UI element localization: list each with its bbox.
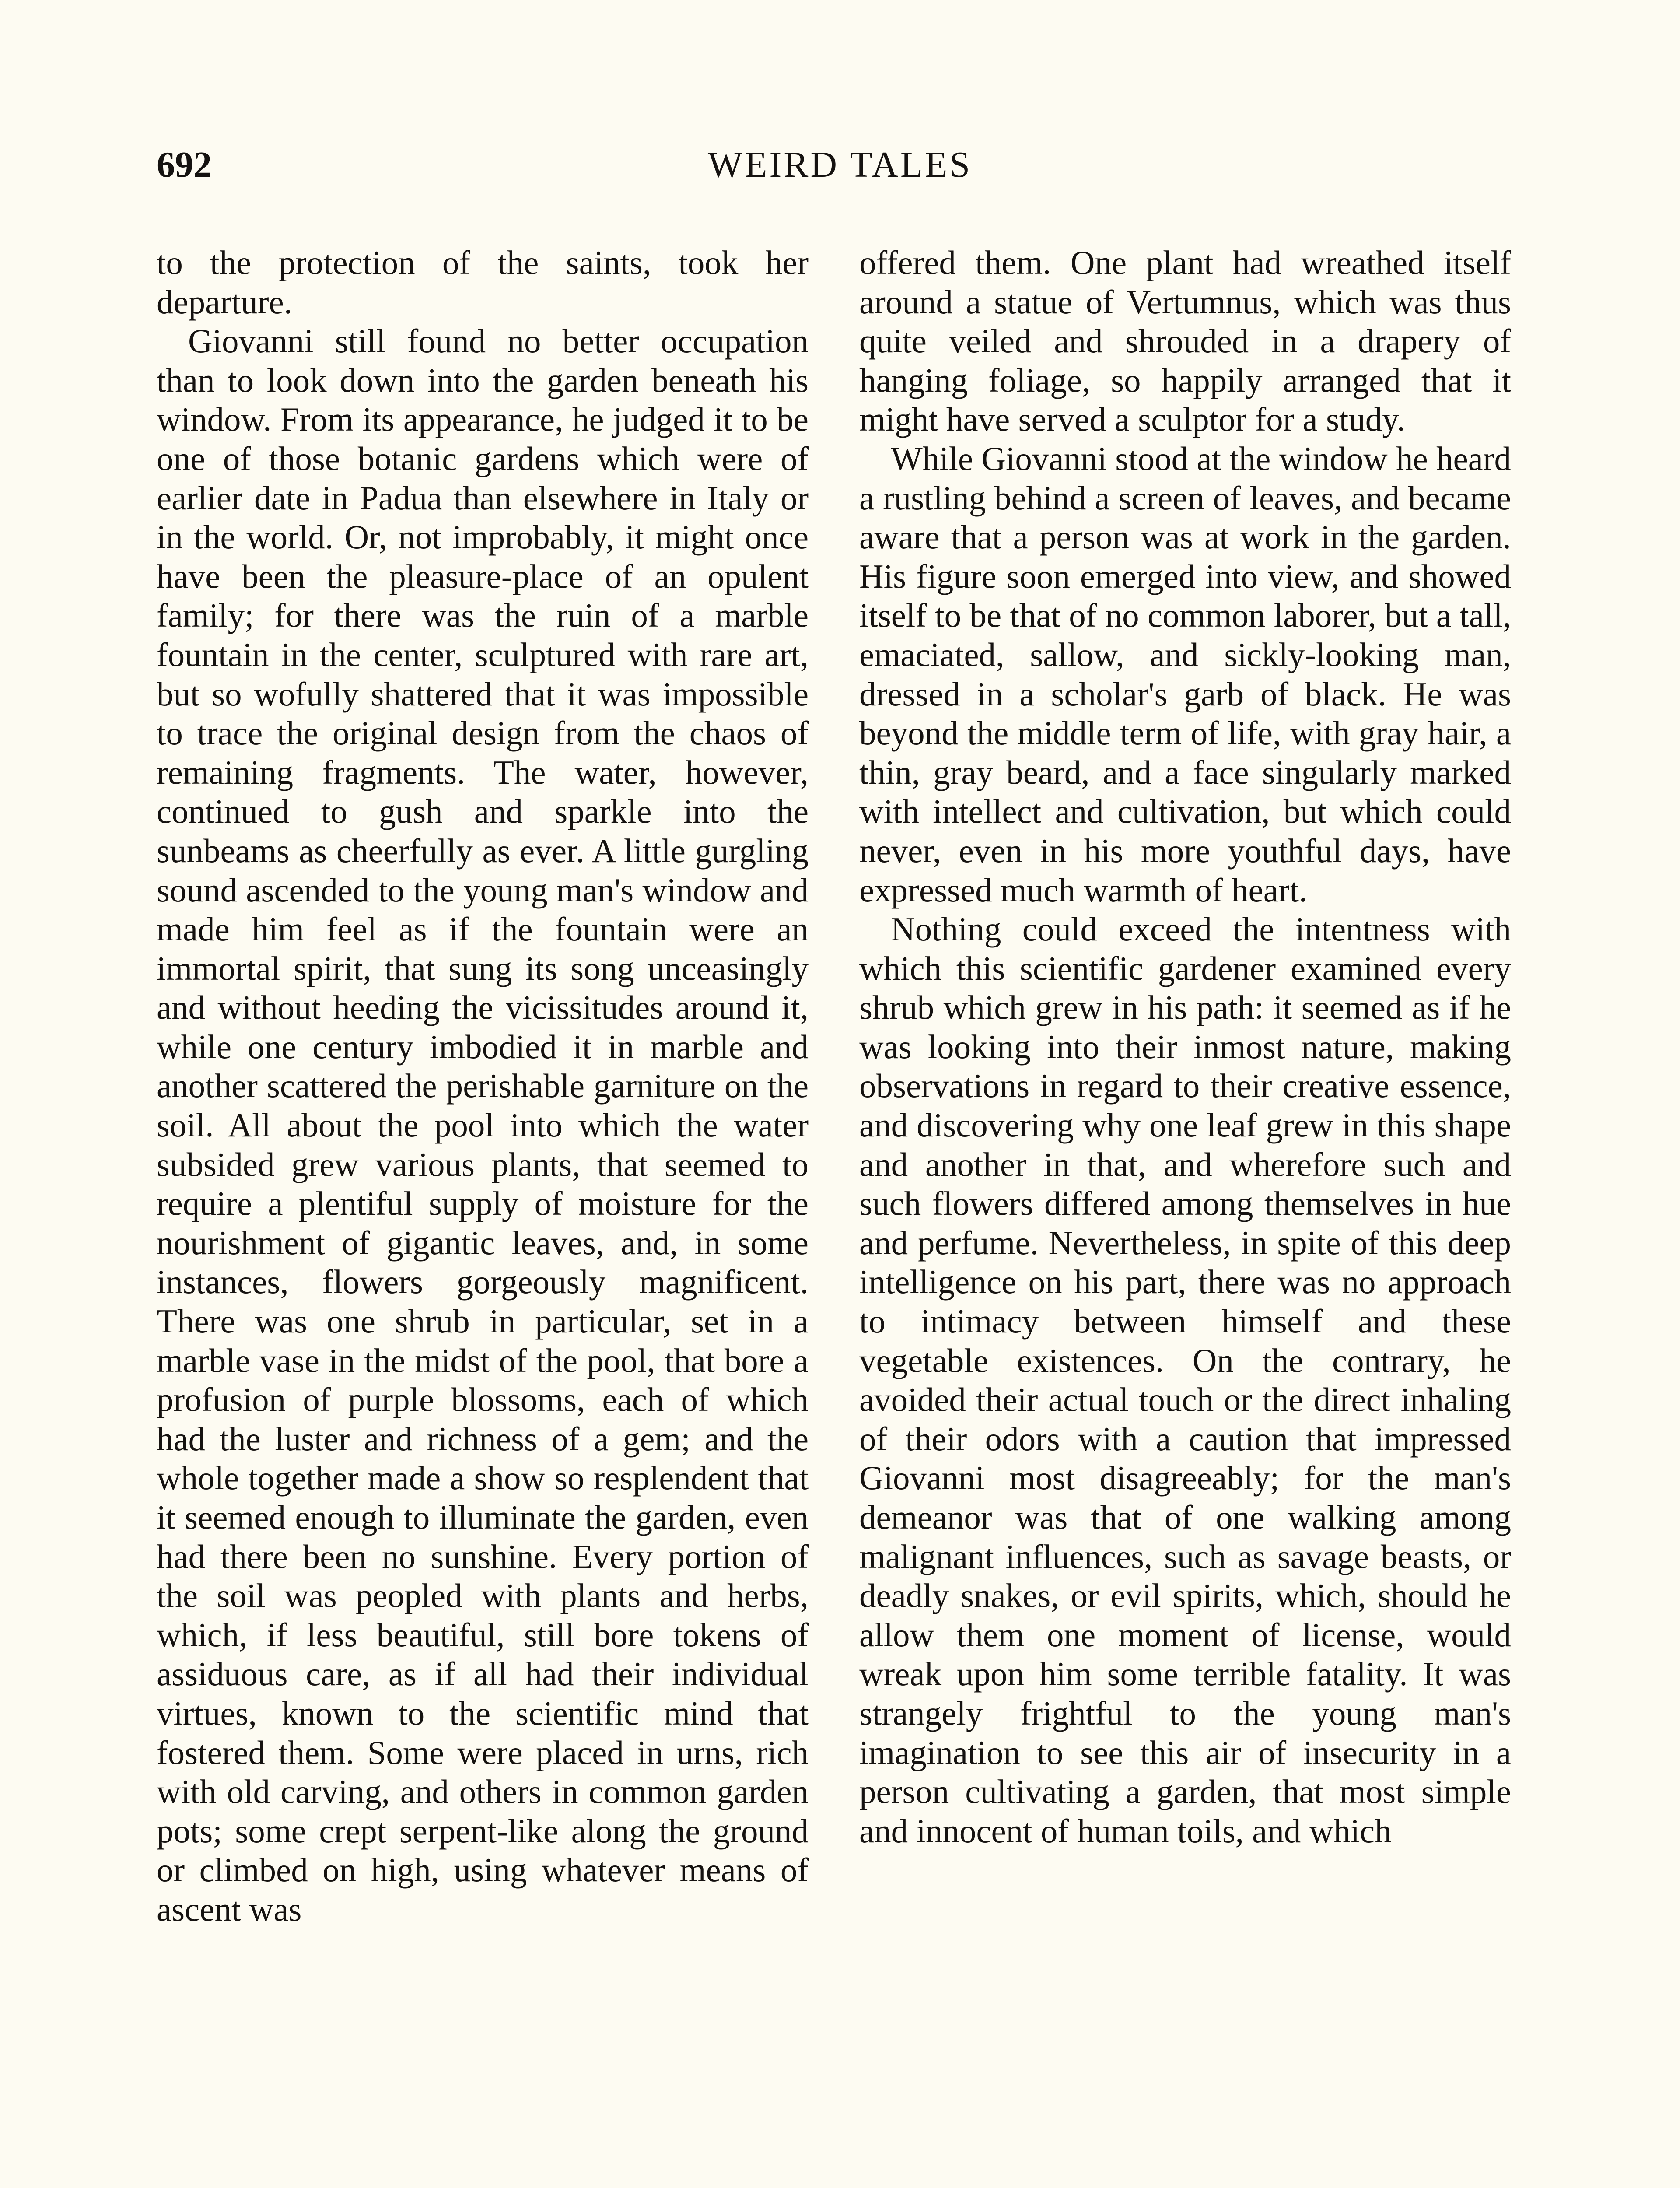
paragraph: offered them. One plant had wreathed itself around a statue of Vertumnus, which was thus quite veiled and shrouded in a drapery of hanging foliage, so happily arranged that it might have served a sculptor for a study. <box>859 244 1511 438</box>
page-number: 692 <box>157 144 212 185</box>
text-column-left <box>157 243 808 1929</box>
running-head: WEIRD TALES <box>707 144 973 185</box>
paragraph: Nothing could exceed the intentness with which this scientific gardener examined every shrub which grew in his path: it seemed as if he was looking into their inmost nature, making observations in regard to their creative essence, and discovering why one leaf grew in this shape and another in that, and wherefore such and such flowers differed among themselves in hue and perfume. Nevertheless, in spite of this deep intelligence on his part, there was no approach to intimacy between himself and these vegetable existences. On the contrary, he avoided their actual touch or the direct inhaling of their odors with a caution that impressed Giovanni most disagreeably; for the man's demeanor was that of one walking among malignant influences, such as savage beasts, or deadly snakes, or evil spirits, which, should he allow them one moment of license, would wreak upon him some terrible fatality. It was strangely frightful to the young man's imagination to see this air of insecurity in a person cultivating a garden, that most simple and innocent of human toils, and which <box>859 910 1511 1850</box>
paragraph: Giovanni still found no better occupation than to look down into the garden beneath his window. From its appearance, he judged it to be one of those botanic gardens which were of earlier date in Padua than elsewhere in Italy or in the world. Or, not improbably, it might once have been the pleasure-place of an opulent family; for there was the ruin of a marble fountain in the center, sculptured with rare art, but so wofully shattered that it was impossible to trace the original design from the chaos of remaining fragments. The water, however, continued to gush and sparkle into the sunbeams as cheerfully as ever. A little gurgling sound ascended to the young man's window and made him feel as if the fountain were an immortal spirit, that sung its song unceasingly and without heeding the vicissitudes around it, while one century imbodied it in marble and another scattered the perishable garniture on the soil. All about the pool into which the water subsided grew various plants, that seemed to require a plentiful supply of moisture for the nourishment of gigantic leaves, and, in some instances, flowers gorgeously magnificent. There was one shrub in particular, set in a marble vase in the midst of the pool, that bore a profusion of purple blossoms, each of which had the luster and richness of a gem; and the whole together made a show so resplendent that it seemed enough to illuminate the garden, even had there been no sunshine. Every portion of the soil was peopled with plants and herbs, which, if less beautiful, still bore tokens of assiduous care, as if all had their individual virtues, known to the scientific mind that fostered them. Some were placed in urns, rich with old carving, and others in common garden pots; some crept serpent-like along the ground or climbed on high, using whatever means of ascent was <box>157 322 808 1928</box>
paragraph: to the protection of the saints, took her departure. <box>157 244 808 321</box>
paragraph: While Giovanni stood at the window he heard a rustling behind a screen of leaves, and became aware that a person was at work in the garden. His figure soon emerged into view, and showed itself to be that of no common laborer, but a tall, emaciated, sallow, and sickly-looking man, dressed in a scholar's garb of black. He was beyond the middle term of life, with gray hair, a thin, gray beard, and a face singularly marked with intellect and cultivation, but which could never, even in his more youthful days, have expressed much warmth of heart. <box>859 439 1511 909</box>
text-column-right <box>859 243 1511 1851</box>
